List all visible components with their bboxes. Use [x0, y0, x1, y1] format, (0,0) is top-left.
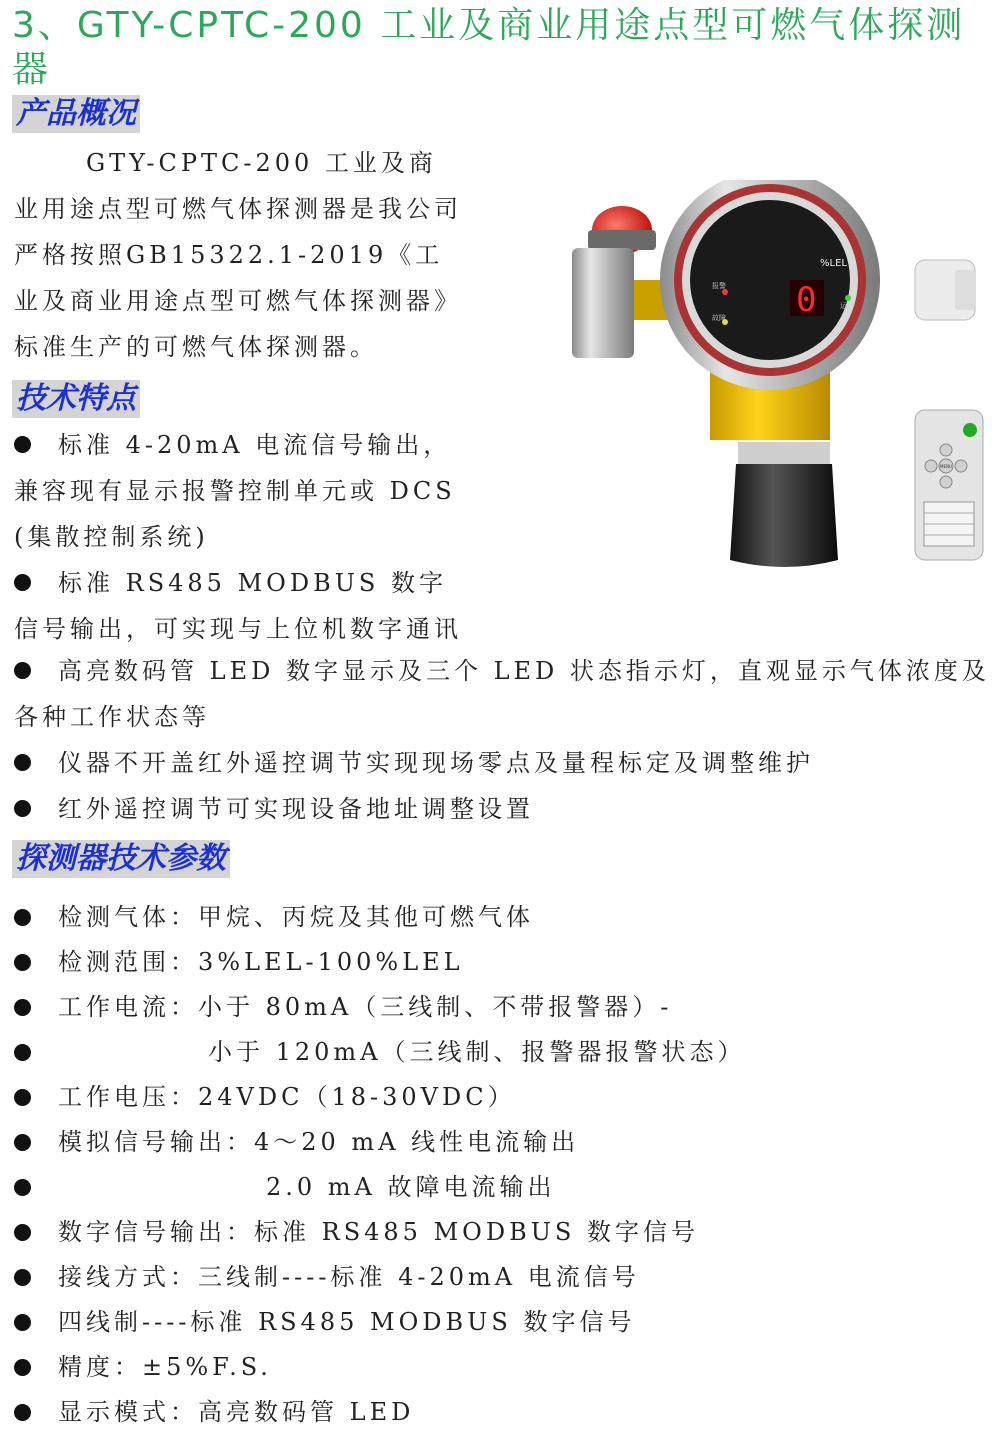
remote-control-icon: [915, 410, 983, 560]
bullet-icon: [14, 1314, 31, 1331]
bullet-icon: [14, 800, 31, 817]
bullet-icon: [14, 1359, 31, 1376]
list-item: 显示模式：高亮数码管 LED: [14, 1390, 994, 1435]
display-unit: %LEL: [820, 258, 847, 269]
section-heading-features: 技术特点: [12, 380, 140, 418]
display-value: 0: [796, 280, 817, 320]
remote-menu-label: MENU: [940, 464, 952, 469]
section-heading-overview: 产品概况: [12, 95, 140, 133]
param-list: [14, 895, 994, 1435]
list-item: 工作电流：小于 80mA（三线制、不带报警器）-: [14, 985, 994, 1030]
list-item: 仪器不开盖红外遥控调节实现现场零点及量程标定及调整维护: [14, 740, 994, 786]
list-item: 精度：±5%F.S.: [14, 1345, 994, 1390]
list-item: 数字信号输出：标准 RS485 MODBUS 数字信号: [14, 1210, 994, 1255]
section-heading-params: 探测器技术参数: [12, 840, 230, 878]
bullet-icon: [14, 1224, 31, 1241]
list-item: 接线方式：三线制----标准 4-20mA 电流信号: [14, 1255, 994, 1300]
list-item: 检测范围：3%LEL-100%LEL: [14, 940, 994, 985]
bullet-icon: [14, 436, 31, 453]
list-item: 标准 4-20mA 电流信号输出，兼容现有显示报警控制单元或 DCS (集散控制系统): [14, 431, 456, 551]
bullet-icon: [14, 954, 31, 971]
bullet-icon: [14, 1179, 31, 1196]
overview-paragraph: [14, 140, 464, 370]
bullet-icon: [14, 574, 31, 591]
label-alarm: 报警: [712, 282, 726, 290]
bullet-icon: [14, 754, 31, 771]
feature-list-narrow: [14, 422, 464, 652]
list-item: 红外遥控调节可实现设备地址调整设置: [14, 786, 994, 832]
list-item: 小于 120mA（三线制、报警器报警状态）: [14, 1030, 994, 1075]
label-fault: 故障: [712, 314, 726, 322]
feature-list-wide: [14, 648, 994, 832]
list-item: 四线制----标准 RS485 MODBUS 数字信号: [14, 1300, 994, 1345]
list-item: 高亮数码管 LED 数字显示及三个 LED 状态指示灯，直观显示气体浓度及各种工作状态等: [14, 657, 990, 731]
list-item: 检测气体：甲烷、丙烷及其他可燃气体: [14, 895, 994, 940]
bullet-icon: [14, 1134, 31, 1151]
list-item: 模拟信号输出：4～20 mA 线性电流输出: [14, 1120, 994, 1165]
bullet-icon: [14, 1269, 31, 1286]
bullet-icon: [14, 999, 31, 1016]
bullet-icon: [14, 1089, 31, 1106]
run-led-icon: [845, 295, 851, 301]
label-run: 运行: [840, 302, 854, 310]
bullet-icon: [14, 1044, 31, 1061]
overview-text: GTY-CPTC-200 工业及商业用途点型可燃气体探测器是我公司严格按照GB15322.1-2019《工业及商业用途点型可燃气体探测器》标准生产的可燃气体探测器。: [14, 149, 462, 361]
page-title: 3、GTY-CPTC-200 工业及商业用途点型可燃气体探测器: [12, 5, 966, 90]
bullet-icon: [14, 662, 31, 679]
alarm-lamp-icon: [572, 206, 674, 358]
gas-detector-product-image: [560, 180, 990, 580]
bullet-icon: [14, 909, 31, 926]
bullet-icon: [14, 1404, 31, 1421]
list-item: 2.0 mA 故障电流输出: [14, 1165, 994, 1210]
list-item: 工作电压：24VDC（18-30VDC）: [14, 1075, 994, 1120]
list-item: 标准 RS485 MODBUS 数字信号输出，可实现与上位机数字通讯: [14, 569, 462, 643]
